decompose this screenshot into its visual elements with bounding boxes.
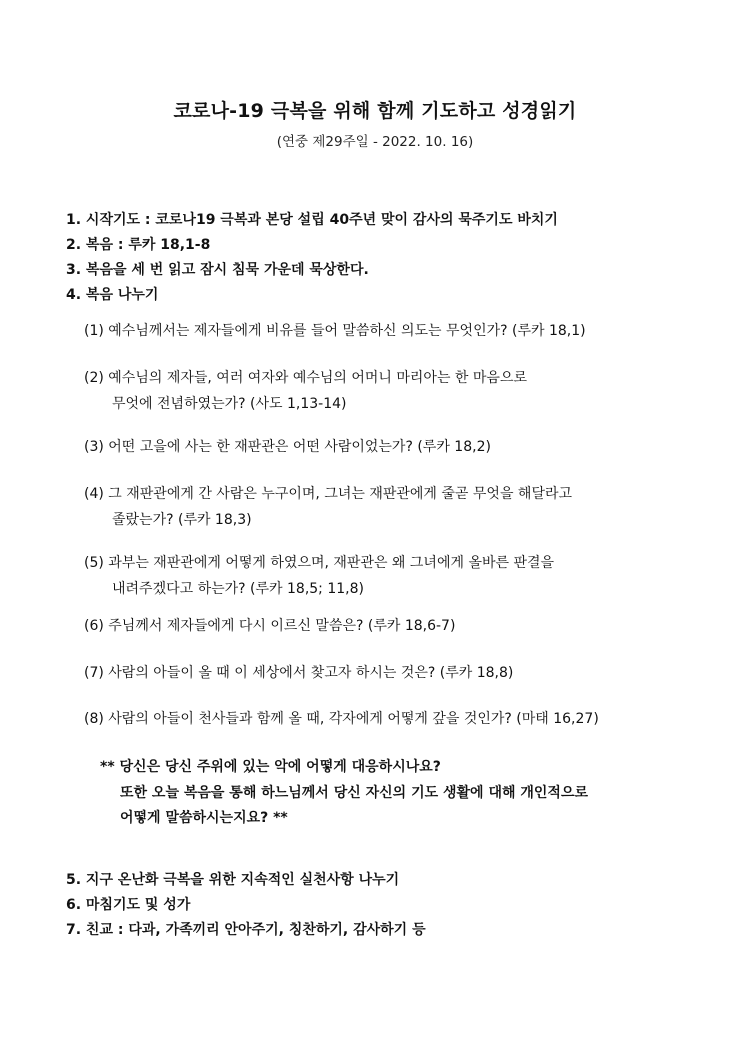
- question-1: [84, 318, 586, 344]
- question-text: (6) 주님께서 제자들에게 다시 이르신 말씀은? (루카 18,6-7): [84, 618, 456, 634]
- agenda-item-2: 2. 복음 : 루카 18,1-8: [66, 237, 211, 253]
- reflection-line-3: 어떻게 말씀하시는지요? **: [120, 810, 288, 826]
- agenda-item-6: 6. 마침기도 및 성가: [66, 897, 191, 913]
- agenda-item-1: 1. 시작기도 : 코로나19 극복과 본당 설립 40주년 맞이 감사의 묵주기도 바치기: [66, 212, 558, 228]
- agenda-item-7: 7. 친교 : 다과, 가족끼리 안아주기, 칭찬하기, 감사하기 등: [66, 922, 426, 938]
- reflection-line-2: 또한 오늘 복음을 통해 하느님께서 당신 자신의 기도 생활에 대해 개인적으로: [120, 784, 588, 801]
- question-5: [84, 550, 554, 602]
- question-text: (5) 과부는 재판관에게 어떻게 하였으며, 재판관은 왜 그녀에게 올바른 판결을: [84, 555, 555, 571]
- question-4: [84, 481, 572, 533]
- question-text: (3) 어떤 고을에 사는 한 재판관은 어떤 사람이었는가? (루카 18,2): [84, 439, 491, 455]
- question-text-continued: 졸랐는가? (루카 18,3): [112, 512, 252, 528]
- question-text: (7) 사람의 아들이 올 때 이 세상에서 찾고자 하시는 것은? (루카 18,8): [84, 665, 514, 681]
- question-7: [84, 660, 513, 686]
- reflection-note: [100, 755, 588, 832]
- question-text: (1) 예수님께서는 제자들에게 비유를 들어 말씀하신 의도는 무엇인가? (루카 18,1): [84, 323, 586, 339]
- question-text: (2) 예수님의 제자들, 여러 여자와 예수님의 어머니 마리아는 한 마음으로: [84, 370, 528, 386]
- question-text-continued: 무엇에 전념하였는가? (사도 1,13-14): [112, 396, 347, 412]
- question-text: (8) 사람의 아들이 천사들과 함께 올 때, 각자에게 어떻게 갚을 것인가? (마태 16,27): [84, 711, 599, 727]
- agenda-item-5: 5. 지구 온난화 극복을 위한 지속적인 실천사항 나누기: [66, 872, 400, 888]
- question-text: (4) 그 재판관에게 간 사람은 누구이며, 그녀는 재판관에게 줄곧 무엇을 해달라고: [84, 486, 573, 502]
- document-title: 코로나-19 극복을 위해 함께 기도하고 성경읽기: [173, 100, 577, 122]
- document-subtitle: (연중 제29주일 - 2022. 10. 16): [276, 134, 474, 150]
- question-text-continued: 내려주겠다고 하는가? (루카 18,5; 11,8): [112, 581, 364, 597]
- reflection-line-1: ** 당신은 당신 주위에 있는 악에 어떻게 대응하시나요?: [100, 759, 441, 775]
- question-2: [84, 365, 527, 417]
- agenda-item-3: 3. 복음을 세 번 읽고 잠시 침묵 가운데 묵상한다.: [66, 262, 369, 278]
- question-3: [84, 434, 491, 460]
- question-6: [84, 613, 455, 639]
- question-8: [84, 706, 599, 732]
- agenda-item-4: 4. 복음 나누기: [66, 287, 159, 303]
